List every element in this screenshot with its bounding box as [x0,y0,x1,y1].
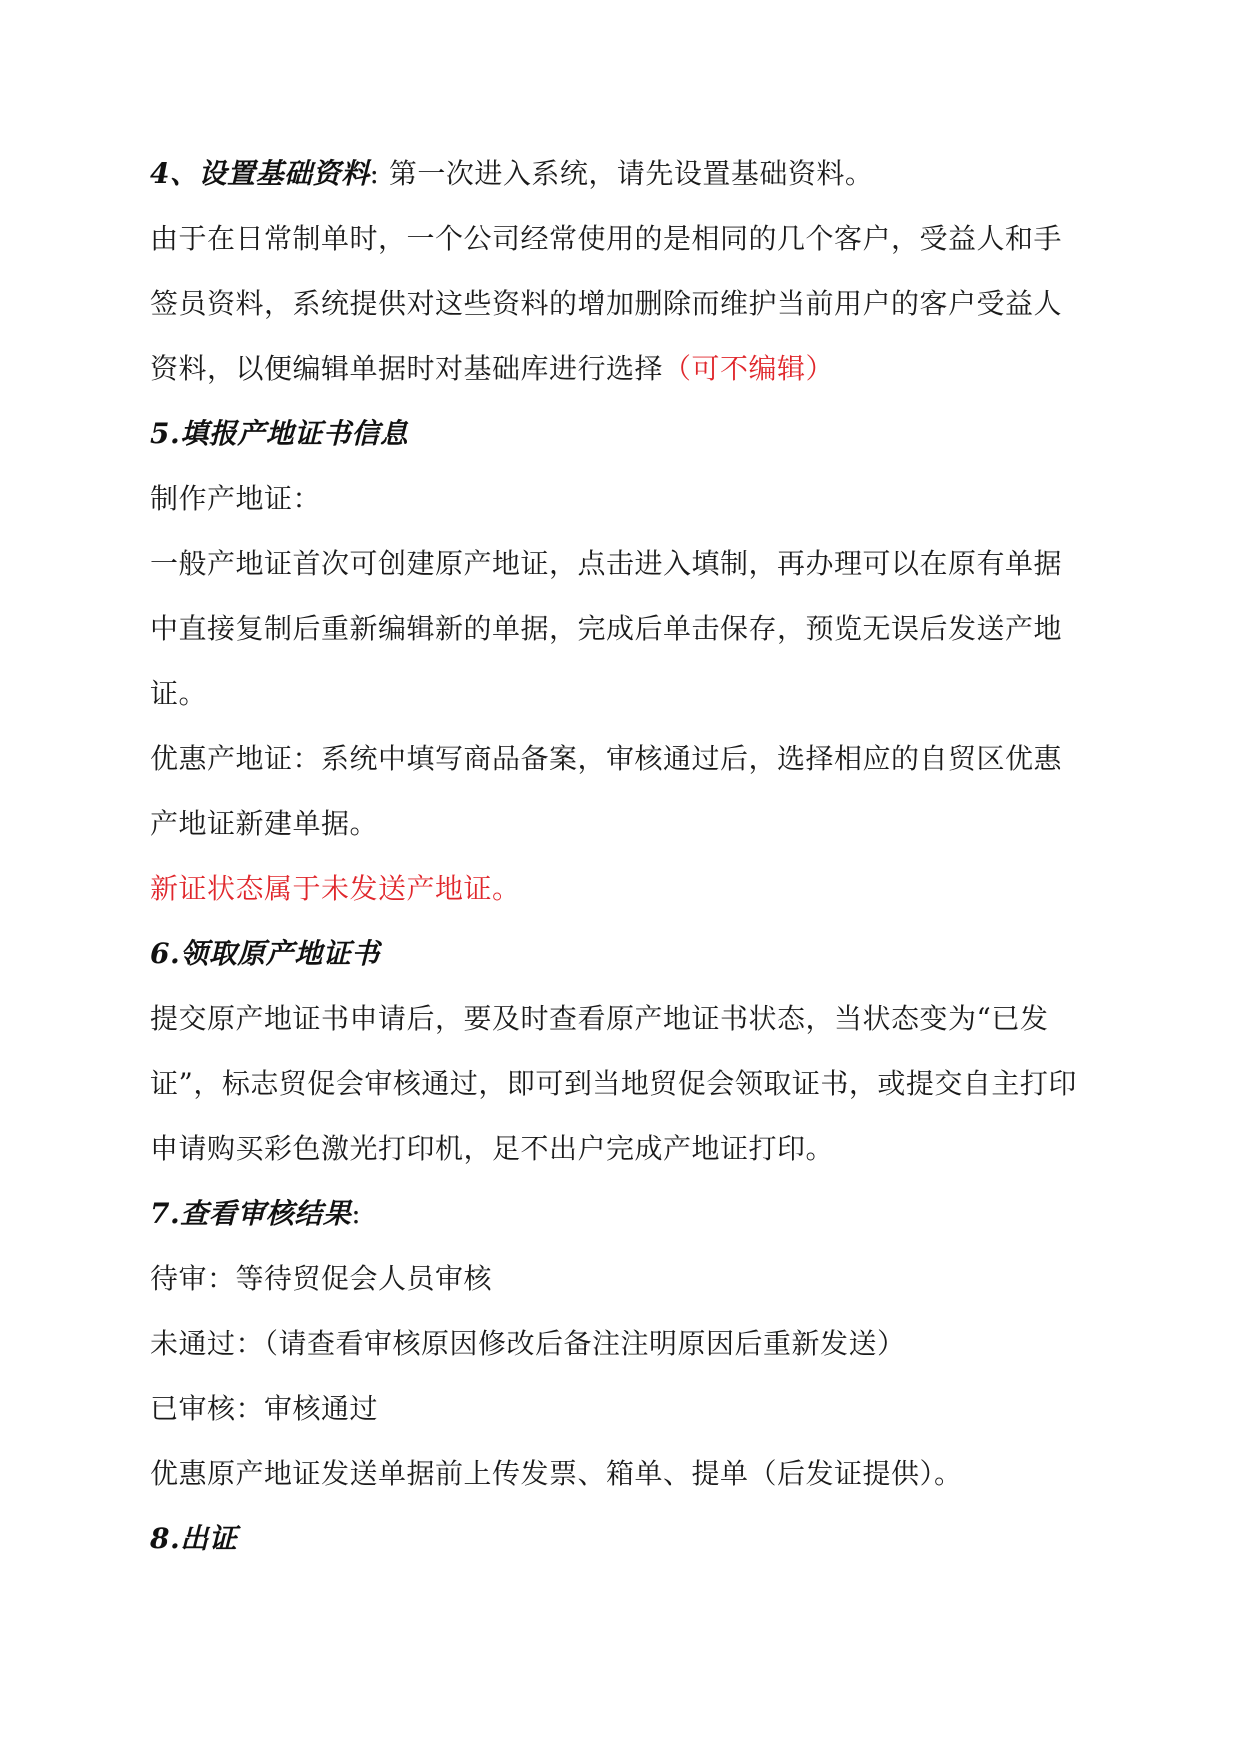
optional-note: （可不编辑） [663,352,835,385]
status-rejected: 未通过：（请查看审核原因修改后备注注明原因后重新发送） [150,1327,906,1360]
section-7-heading-rest: : [351,1197,362,1230]
section-5-line-5: 优惠产地证：系统中填写商品备案，审核通过后，选择相应的自贸区优惠 [150,742,1063,775]
section-5-line-1: 制作产地证： [150,482,322,515]
section-5-heading: 5.填报产地证书信息 [150,417,409,450]
document-page [150,158,1100,1588]
section-7-heading-line [150,1198,1100,1230]
section-4-heading: 4、设置基础资料 [150,157,370,190]
new-certificate-status-note: 新证状态属于未发送产地证。 [150,872,521,905]
section-6-line-3: 申请购买彩色激光打印机，足不出户完成产地证打印。 [150,1132,835,1165]
status-approved: 已审核：审核通过 [150,1392,379,1425]
section-4-heading-rest: : 第一次进入系统，请先设置基础资料。 [369,157,874,190]
section-7-line-4: 优惠原产地证发送单据前上传发票、箱单、提单（后发证提供）。 [150,1457,963,1490]
section-6-heading: 6.领取原产地证书 [150,937,380,970]
section-5-line-6: 产地证新建单据。 [150,807,379,840]
section-6-line-1: 提交原产地证书申请后，要及时查看原产地证书状态，当状态变为“已发 [150,1002,1049,1035]
section-5-line-4: 证。 [150,677,208,710]
section-5-line-3: 中直接复制后重新编辑新的单据，完成后单击保存，预览无误后发送产地 [150,612,1063,645]
status-pending: 待审：等待贸促会人员审核 [150,1262,493,1295]
section-4-paragraph-line-1: 由于在日常制单时，一个公司经常使用的是相同的几个客户，受益人和手 [150,222,1063,255]
section-4-heading-line [150,158,1100,190]
section-4-paragraph-text: 资料，以便编辑单据时对基础库进行选择 [150,352,664,385]
section-8-heading: 8.出证 [150,1522,238,1555]
section-7-heading: 7.查看审核结果 [150,1197,352,1230]
section-5-line-2: 一般产地证首次可创建原产地证，点击进入填制，再办理可以在原有单据 [150,547,1063,580]
section-6-line-2: 证”，标志贸促会审核通过，即可到当地贸促会领取证书，或提交自主打印 [150,1067,1077,1100]
section-4-paragraph-line-2: 签员资料，系统提供对这些资料的增加删除而维护当前用户的客户受益人 [150,287,1063,320]
section-4-paragraph-line-3 [150,353,1100,385]
